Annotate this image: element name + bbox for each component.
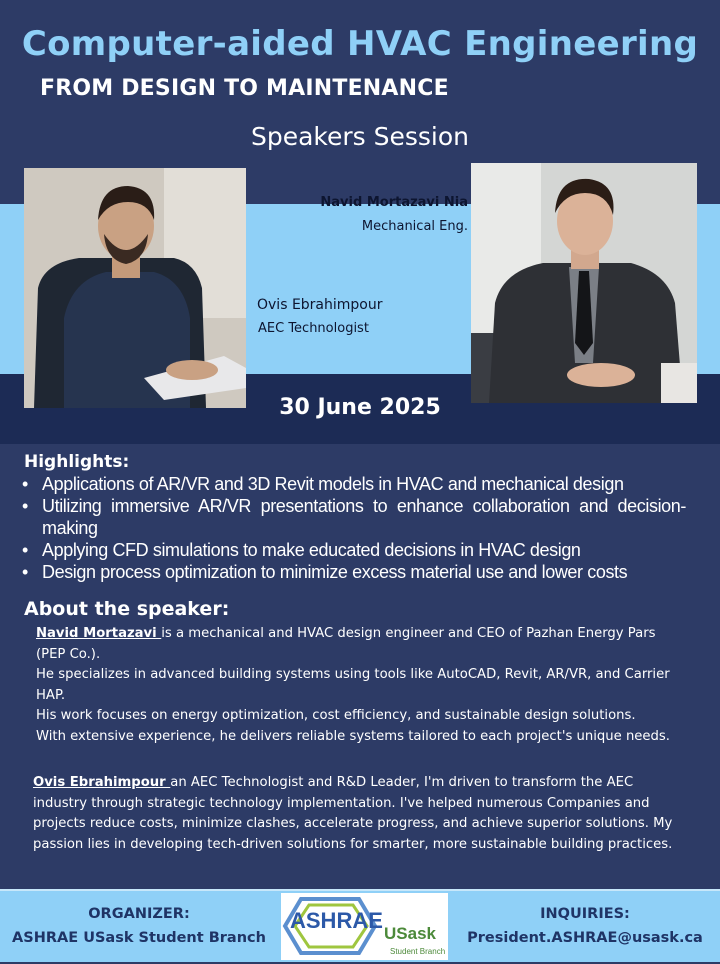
about-p1-line: With extensive experience, he delivers reliable systems tailored to each project's unique needs. — [36, 728, 670, 744]
session-heading: Speakers Session — [250, 122, 470, 151]
highlight-item: • Design process optimization to minimize excess material use and lower costs — [22, 561, 686, 583]
highlights-list — [22, 473, 686, 583]
organizer-label: ORGANIZER: — [88, 906, 190, 922]
event-title: Computer-aided HVAC Engineering — [21, 24, 699, 64]
about-paragraph-1 — [36, 624, 686, 747]
logo-text-student-branch: Student Branch — [390, 947, 446, 956]
speaker-photo-left — [24, 168, 246, 408]
inquiries-email[interactable]: President.ASHRAE@usask.ca — [467, 930, 703, 946]
event-subtitle: FROM DESIGN TO MAINTENANCE — [40, 76, 449, 101]
highlights-heading: Highlights: — [24, 452, 130, 472]
speaker-photo-right — [471, 163, 697, 403]
speaker-1-link-name: Navid Mortazavi — [36, 626, 162, 641]
highlight-item: • Utilizing immersive AR/VR presentations to enhance collaboration and decision-making — [22, 495, 686, 539]
speaker-1-role: Mechanical Eng. — [361, 219, 468, 234]
about-p2-text: an AEC Technologist and R&D Leader, I'm driven to transform the AEC industry through strategic technology implementation. I've helped numerous Companies and projects reduce costs, minimize clashes, accelerate progress, and achieve superior solutions. My passion lies in developing tech-driven solutions for smarter, more sustainable building practices. — [33, 775, 673, 852]
speaker-2-link-name: Ovis Ebrahimpour — [33, 775, 171, 790]
about-p1-line: His work focuses on energy optimization, cost efficiency, and sustainable design solutions. — [36, 708, 636, 723]
person-seated-icon — [24, 168, 246, 408]
highlight-item: • Applications of AR/VR and 3D Revit models in HVAC and mechanical design — [22, 473, 686, 495]
about-p1-intro — [36, 624, 686, 665]
highlight-item: • Applying CFD simulations to make educated decisions in HVAC design — [22, 539, 686, 561]
logo-text-usask: USask — [384, 924, 436, 943]
organizer-value: ASHRAE USask Student Branch — [12, 930, 266, 946]
about-p1-line: He specializes in advanced building systems using tools like AutoCAD, Revit, AR/VR, and Carrier HAP. — [36, 667, 670, 703]
inquiries-label: INQUIRIES: — [540, 906, 630, 922]
about-p1-text: is a mechanical and HVAC design engineer and CEO of Pazhan Energy Pars (PEP Co.). — [36, 626, 656, 662]
event-date: 30 June 2025 — [279, 395, 441, 420]
speaker-2-role: AEC Technologist — [258, 321, 369, 336]
about-heading: About the speaker: — [24, 598, 230, 620]
person-suit-icon — [471, 163, 697, 403]
logo-text-ashrae: ASHRAE — [290, 908, 383, 933]
speaker-1-name: Navid Mortazavi Nia — [320, 195, 468, 210]
speaker-2-name: Ovis Ebrahimpour — [257, 297, 383, 313]
about-paragraph-2 — [33, 773, 688, 855]
